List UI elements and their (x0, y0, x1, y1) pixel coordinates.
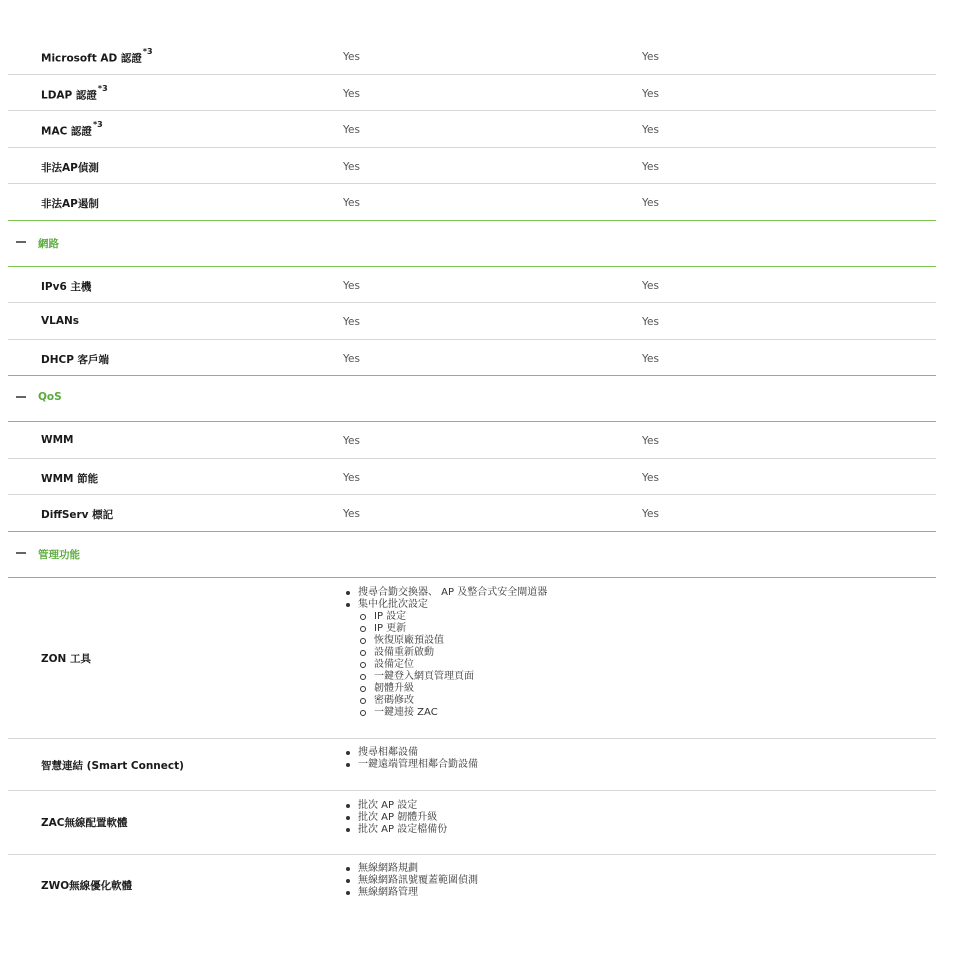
spec-value-col2: Yes (642, 197, 659, 209)
section-title: 管理功能 (38, 548, 80, 561)
spec-value-col1: Yes (343, 316, 360, 328)
spec-label: MAC 認證$^{*3}$ (41, 120, 103, 138)
footnote-marker: *3 (142, 47, 153, 56)
spec-value-col1: Yes (343, 435, 360, 447)
spec-value-col1: Yes (343, 51, 360, 63)
spec-value-col2: Yes (642, 508, 659, 520)
spec-row-ipv6 (8, 267, 936, 304)
spec-row-zon-tool (8, 578, 936, 739)
spec-row-diffserv (8, 495, 936, 532)
spec-row-rogue-ap-detection (8, 148, 936, 185)
list-item: 搜尋合勤交換器、 AP 及整合式安全閘道器 (344, 587, 547, 599)
sub-list-item: 一鍵連接 ZAC (358, 707, 547, 719)
spec-value-col2: Yes (642, 316, 659, 328)
feature-list (344, 747, 478, 771)
collapse-icon[interactable] (16, 552, 26, 554)
spec-value-col1: Yes (343, 279, 360, 292)
spec-label: ZON 工具 (41, 652, 91, 665)
spec-value-col1: Yes (343, 87, 360, 100)
list-item: 批次 AP 設定檔備份 (344, 824, 447, 836)
spec-value-col2: Yes (642, 279, 659, 292)
list-item: 無線網路訊號覆蓋範圍偵測 (344, 875, 478, 887)
spec-label: IPv6 主機 (41, 280, 92, 293)
list-item: 無線網路規劃 (344, 863, 478, 875)
spec-table (8, 38, 936, 907)
list-item: 一鍵遠端管理相鄰合勤設備 (344, 759, 478, 771)
sub-list-item: 設備重新啟動 (358, 647, 547, 659)
spec-label: DiffServ 標記 (41, 509, 114, 521)
spec-label: 非法AP遏制 (41, 198, 99, 210)
spec-label: ZAC無線配置軟體 (41, 816, 128, 829)
sub-list-item: 一鍵登入網頁管理頁面 (358, 671, 547, 683)
collapse-icon[interactable] (16, 396, 26, 398)
spec-value-col1: Yes (343, 352, 360, 365)
spec-label: 智慧連結 (Smart Connect) (41, 759, 184, 772)
footnote-marker: *3 (97, 83, 108, 93)
spec-value-col1: Yes (343, 197, 360, 209)
spec-row-rogue-ap-containment (8, 184, 936, 221)
spec-row-wmm (8, 422, 936, 459)
list-item: 無線網路管理 (344, 887, 478, 899)
spec-label: 非法AP偵測 (41, 161, 99, 174)
footnote-marker: *3 (92, 120, 103, 129)
sub-list-item: IP 設定 (358, 611, 547, 623)
spec-label: WMM 節能 (41, 472, 99, 485)
spec-row-ldap (8, 75, 936, 112)
list-item: 集中化批次設定 IP 設定 IP 更新 恢復原廠預設值 設備重新啟動 設備定位 一鍵登入網頁管理頁面 韌體升級 密碼修改 一鍵連接 ZAC (344, 599, 547, 719)
feature-list (344, 800, 447, 836)
section-header-qos[interactable] (8, 376, 936, 422)
spec-row-microsoft-ad (8, 38, 936, 75)
sub-list-item: 密碼修改 (358, 695, 547, 707)
list-item: 批次 AP 韌體升級 (344, 812, 447, 824)
sub-list-item: IP 更新 (358, 623, 547, 635)
collapse-icon[interactable] (16, 241, 26, 243)
spec-row-dhcp-client (8, 340, 936, 377)
spec-value-col2: Yes (642, 51, 659, 63)
spec-label: VLANs (41, 315, 79, 327)
spec-row-wmm-power-save (8, 459, 936, 496)
sub-list-item: 設備定位 (358, 659, 547, 671)
spec-value-col2: Yes (642, 471, 659, 484)
feature-list (344, 863, 478, 899)
spec-value-col2: Yes (642, 124, 659, 136)
spec-value-col1: Yes (343, 124, 360, 136)
spec-label: WMM (41, 434, 74, 446)
section-header-network[interactable] (8, 221, 936, 267)
spec-value-col2: Yes (642, 160, 659, 173)
spec-row-zwo (8, 855, 936, 907)
spec-row-zac (8, 791, 936, 855)
list-item: 搜尋相鄰設備 (344, 747, 478, 759)
spec-label: ZWO無線優化軟體 (41, 879, 133, 892)
spec-label: Microsoft AD 認證$^{*3}$ (41, 47, 153, 65)
section-title: QoS (38, 391, 62, 403)
feature-list (344, 587, 547, 719)
spec-row-mac (8, 111, 936, 148)
spec-value-col2: Yes (642, 87, 659, 100)
section-header-management[interactable] (8, 532, 936, 578)
sub-list-item: 恢復原廠預設值 (358, 635, 547, 647)
sub-feature-list (358, 611, 547, 719)
spec-value-col1: Yes (343, 160, 360, 173)
list-item: 批次 AP 設定 (344, 800, 447, 812)
spec-value-col2: Yes (642, 435, 659, 447)
spec-value-col2: Yes (642, 352, 659, 365)
spec-label: LDAP 認證$^{*3}$ (41, 83, 108, 101)
spec-row-vlans (8, 303, 936, 340)
spec-label: DHCP 客戶端 (41, 353, 110, 366)
spec-value-col1: Yes (343, 508, 360, 520)
spec-row-smart-connect (8, 739, 936, 791)
spec-value-col1: Yes (343, 471, 360, 484)
sub-list-item: 韌體升級 (358, 683, 547, 695)
section-title: 網路 (38, 237, 59, 250)
